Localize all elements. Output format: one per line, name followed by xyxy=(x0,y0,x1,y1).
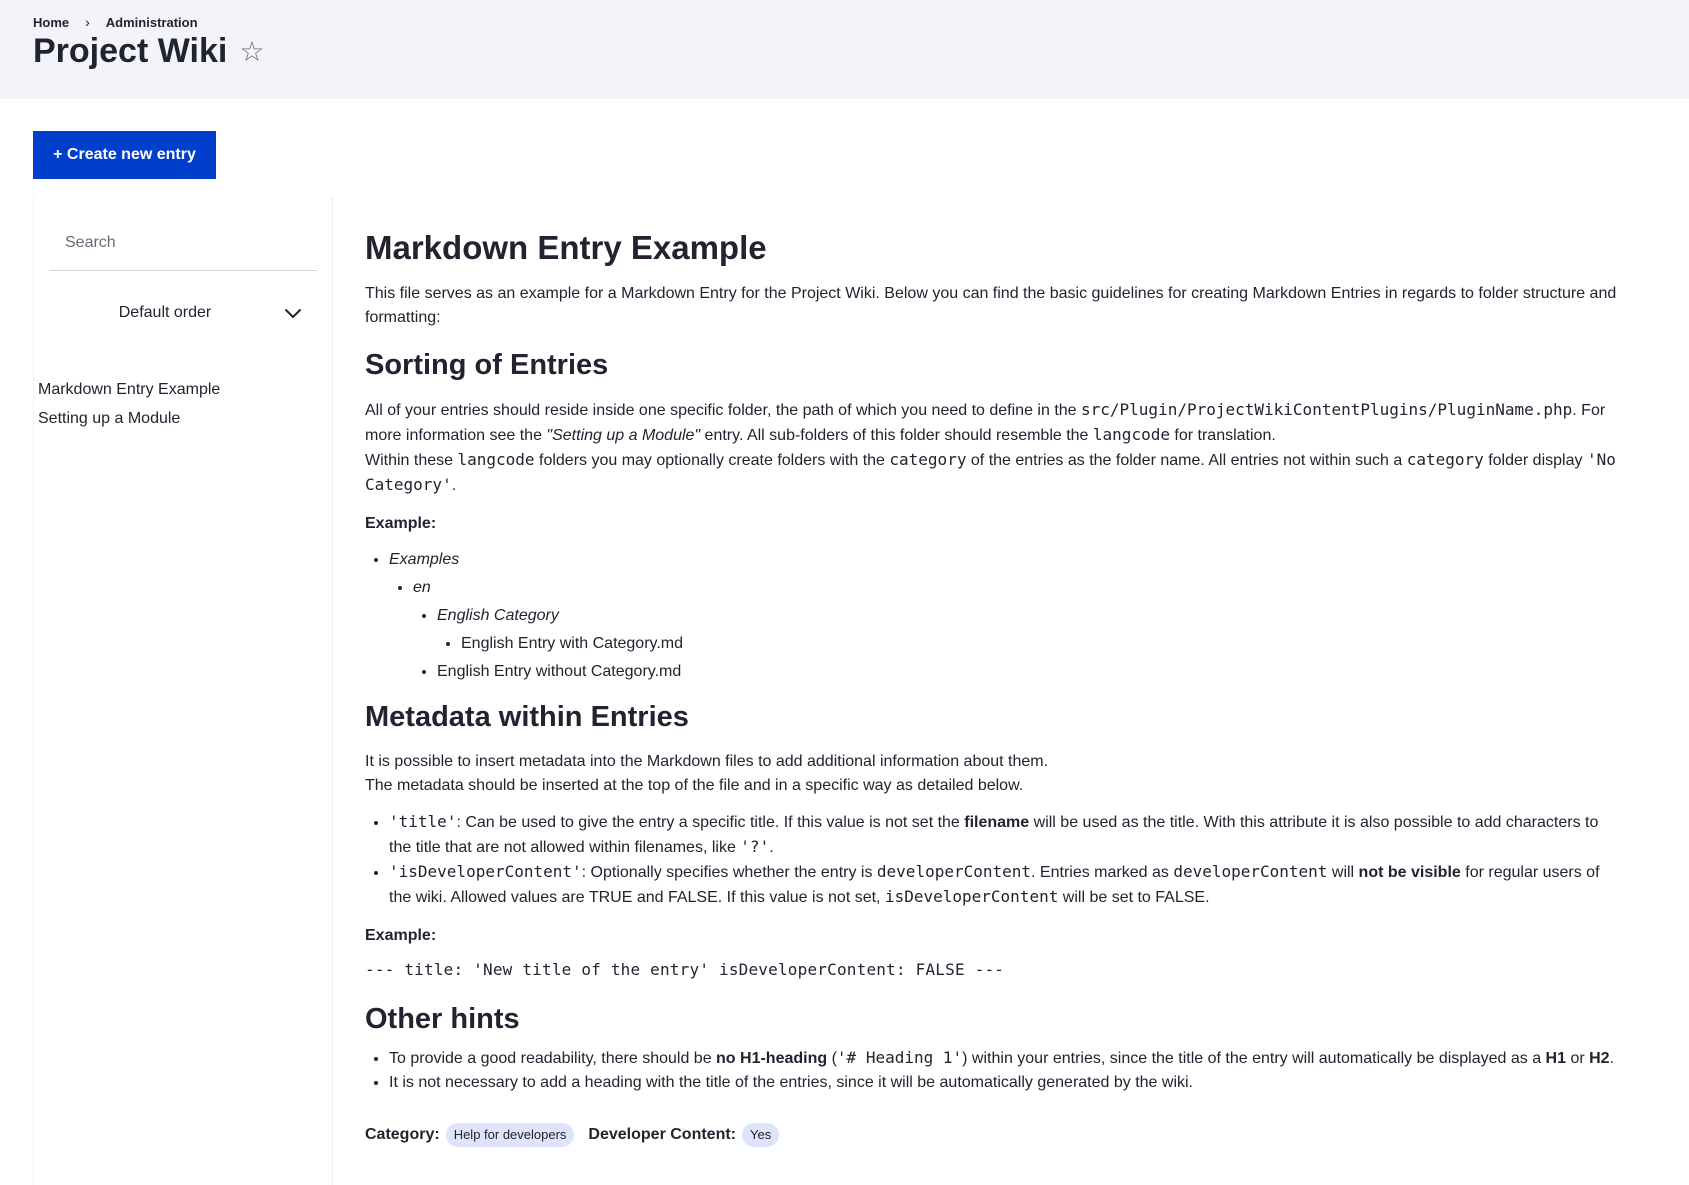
list-item: • It is not necessary to add a heading with the title of the entries, since it will be automatically generated by the wiki. xyxy=(389,1071,1625,1095)
list-item: • Examples • en • English Category • English Entry with Category.md • English Entry without Category.md xyxy=(389,548,1625,684)
article-title: Markdown Entry Example xyxy=(365,229,767,266)
heading-metadata-within-entries: Metadata within Entries xyxy=(365,701,689,733)
list-item: • 'title': Can be used to give the entry a specific title. If this value is not set the filename will be used as the title. With this attribute it is also possible to add characters to the title that are not allowed within filenames, like '?'. xyxy=(389,810,1625,860)
list-item: • en • English Category • English Entry with Category.md • English Entry without Category.md xyxy=(413,576,1625,684)
example-label: Example: xyxy=(365,927,437,944)
metadata-paragraph: It is possible to insert metadata into the Markdown files to add additional information about them. The metadata should be inserted at the top of the file and in a specific way as detailed below. xyxy=(365,753,1049,794)
breadcrumb-administration[interactable]: Administration xyxy=(105,14,198,30)
breadcrumb xyxy=(33,14,198,30)
metadata-list xyxy=(365,810,1625,910)
folder-tree-example xyxy=(365,548,1625,684)
breadcrumb-separator: › xyxy=(85,14,90,30)
list-item: • English Category • English Entry with Category.md xyxy=(437,604,1625,656)
article-content xyxy=(365,226,1625,1147)
category-label: Category: xyxy=(365,1126,440,1143)
developer-content-label: Developer Content: xyxy=(588,1126,736,1143)
create-new-entry-button[interactable]: + Create new entry xyxy=(33,131,216,179)
page-title-row xyxy=(33,32,264,71)
search-input[interactable] xyxy=(49,215,317,271)
star-icon[interactable]: ☆ xyxy=(239,35,265,67)
category-badge: Help for developers xyxy=(446,1123,575,1147)
breadcrumb-home[interactable]: Home xyxy=(33,14,70,30)
list-item: • To provide a good readability, there should be no H1-heading ('# Heading 1') within your entries, since the title of the entry will automatically be displayed as a H1 or H2. xyxy=(389,1046,1625,1071)
page-header xyxy=(0,0,1689,99)
sorting-paragraph: All of your entries should reside inside one specific folder, the path of which you need to define in the src/Plugin/ProjectWikiContentPlugins/PluginName.php. For more information see the "Setting up a Module" entry. All sub-folders of this folder should resemble the langcode for translation. Within these langcode folders you may optionally create folders with the category of the entries as the folder name. All entries not within such a category folder display 'No Category'. xyxy=(365,400,1616,494)
sidebar-item-markdown-entry-example[interactable]: Markdown Entry Example xyxy=(38,381,221,398)
page-title: Project Wiki xyxy=(33,32,228,70)
order-select[interactable] xyxy=(49,295,317,331)
sidebar-item-setting-up-a-module[interactable]: Setting up a Module xyxy=(38,410,181,427)
example-label: Example: xyxy=(365,515,437,532)
list-item: • 'isDeveloperContent': Optionally specifies whether the entry is developerContent. Entries marked as developerContent will not be visible for regular users of the wiki. Allowed values are TRUE and FALSE. If this value is not set, isDeveloperContent will be set to FALSE. xyxy=(389,860,1625,910)
heading-other-hints: Other hints xyxy=(365,1003,520,1035)
list-item: • English Entry without Category.md xyxy=(437,660,1625,684)
hints-list xyxy=(365,1046,1625,1095)
metadata-code-example: --- title: 'New title of the entry' isDeveloperContent: FALSE --- xyxy=(365,960,1005,979)
heading-sorting-of-entries: Sorting of Entries xyxy=(365,349,609,381)
chevron-down-icon xyxy=(281,301,305,325)
setting-up-module-ref: "Setting up a Module" xyxy=(546,427,701,444)
order-select-value: Default order xyxy=(118,304,212,321)
developer-content-badge: Yes xyxy=(742,1123,779,1147)
sidebar xyxy=(33,195,333,1185)
entry-meta xyxy=(365,1123,1625,1147)
sidebar-entry-list xyxy=(38,375,220,433)
list-item: • English Entry with Category.md xyxy=(461,632,1625,656)
article-intro: This file serves as an example for a Markdown Entry for the Project Wiki. Below you can find the basic guidelines for creating Markdown Entries in regards to folder structure and formatting: xyxy=(365,285,1617,326)
plugin-path-code: src/Plugin/ProjectWikiContentPlugins/PluginName.php xyxy=(1081,400,1573,419)
